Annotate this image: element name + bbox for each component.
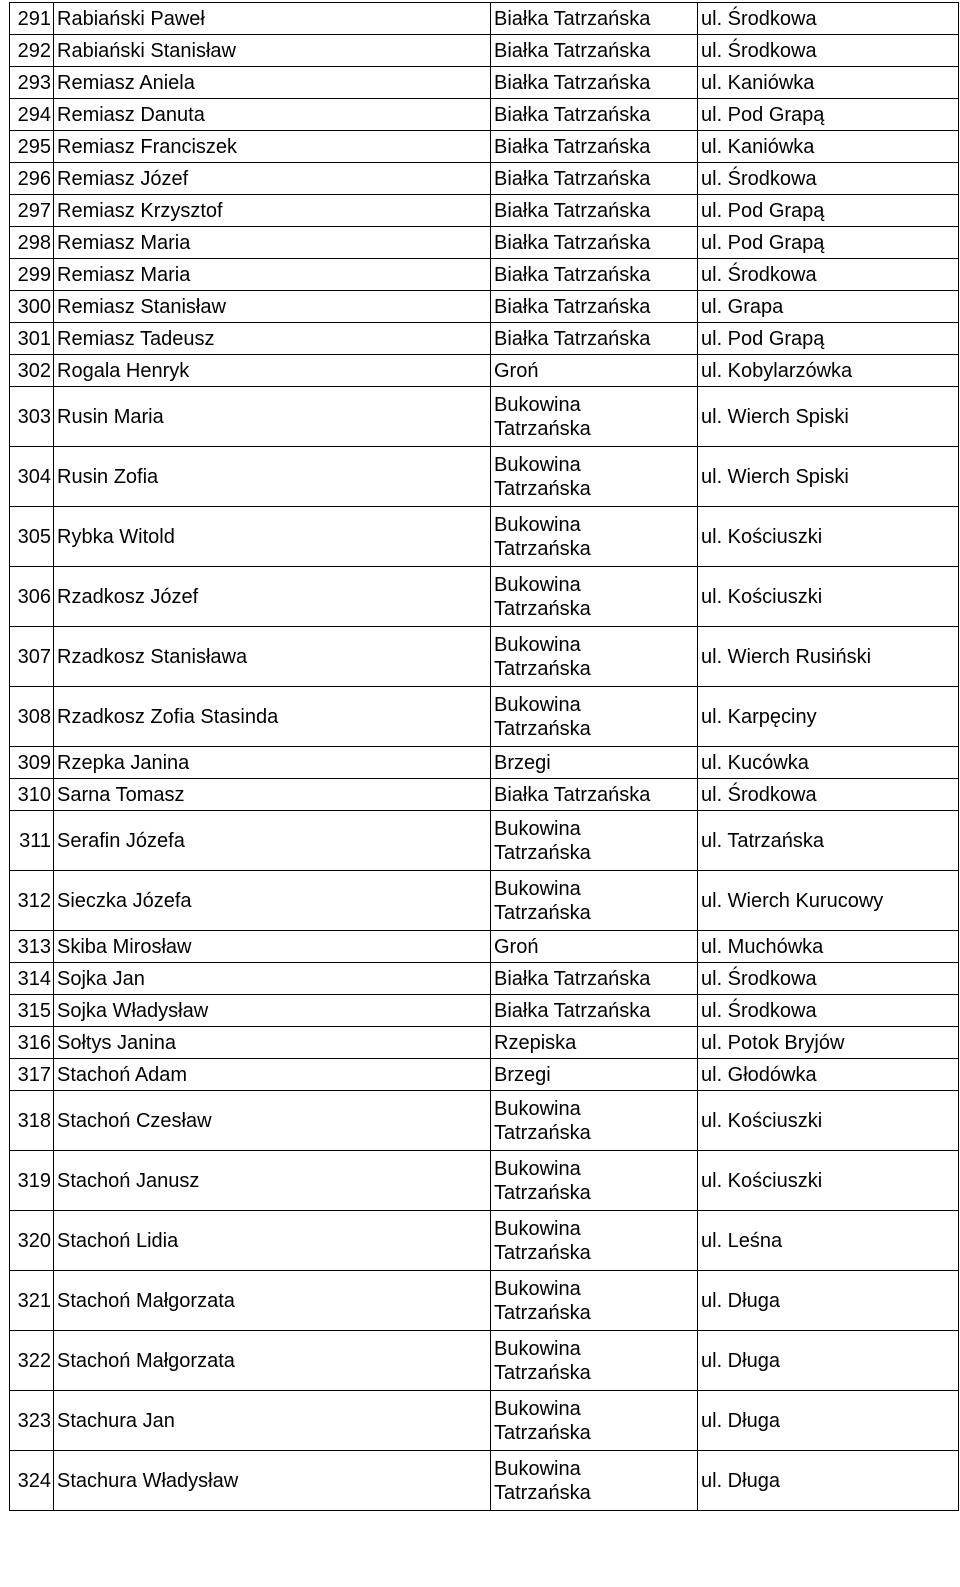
street-name: ul. Grapa: [698, 291, 959, 323]
row-number: 311: [10, 811, 54, 871]
town-name: Bukowina: [494, 1217, 581, 1240]
street-name: ul. Długa: [698, 1271, 959, 1331]
table-row: [10, 163, 959, 195]
street-name: ul. Pod Grapą: [698, 323, 959, 355]
row-number: 319: [10, 1151, 54, 1211]
row-number: 293: [10, 67, 54, 99]
town-name-line2: Tatrzańska: [494, 1361, 591, 1384]
registry-table-body: [10, 3, 959, 1511]
town-name: Białka Tatrzańska: [494, 167, 651, 190]
row-number: 302: [10, 355, 54, 387]
person-name: Rusin Maria: [54, 387, 491, 447]
town-name: Bukowina: [494, 513, 581, 536]
table-row: [10, 931, 959, 963]
table-row: [10, 1211, 959, 1271]
town-name: Bukowina: [494, 693, 581, 716]
person-name: Stachoń Małgorzata: [54, 1271, 491, 1331]
town-name: Białka Tatrzańska: [494, 967, 651, 990]
person-name: Stachoń Janusz: [54, 1151, 491, 1211]
town-cell: [491, 995, 698, 1027]
town-name-line2: Tatrzańska: [494, 1121, 591, 1144]
table-row: [10, 1059, 959, 1091]
table-row: [10, 195, 959, 227]
town-cell: [491, 323, 698, 355]
person-name: Remiasz Tadeusz: [54, 323, 491, 355]
town-cell: [491, 1091, 698, 1151]
street-name: ul. Kościuszki: [698, 567, 959, 627]
street-name: ul. Środkowa: [698, 995, 959, 1027]
table-row: [10, 963, 959, 995]
row-number: 306: [10, 567, 54, 627]
person-name: Rabiański Paweł: [54, 3, 491, 35]
town-cell: [491, 747, 698, 779]
person-name: Remiasz Józef: [54, 163, 491, 195]
town-name: Białka Tatrzańska: [494, 103, 651, 126]
street-name: ul. Środkowa: [698, 3, 959, 35]
town-name: Bukowina: [494, 877, 581, 900]
row-number: 316: [10, 1027, 54, 1059]
table-row: [10, 387, 959, 447]
town-name-line2: Tatrzańska: [494, 1481, 591, 1504]
town-cell: [491, 687, 698, 747]
table-row: [10, 567, 959, 627]
table-row: [10, 871, 959, 931]
town-name-line2: Tatrzańska: [494, 1301, 591, 1324]
street-name: ul. Kaniówka: [698, 131, 959, 163]
row-number: 301: [10, 323, 54, 355]
town-cell: [491, 1027, 698, 1059]
town-cell: [491, 1391, 698, 1451]
table-row: [10, 687, 959, 747]
row-number: 322: [10, 1331, 54, 1391]
row-number: 296: [10, 163, 54, 195]
street-name: ul. Potok Bryjów: [698, 1027, 959, 1059]
town-name: Groń: [494, 935, 539, 958]
row-number: 308: [10, 687, 54, 747]
row-number: 291: [10, 3, 54, 35]
town-name-line2: Tatrzańska: [494, 1421, 591, 1444]
table-row: [10, 747, 959, 779]
person-name: Stachura Jan: [54, 1391, 491, 1451]
row-number: 315: [10, 995, 54, 1027]
table-row: [10, 67, 959, 99]
person-name: Remiasz Maria: [54, 227, 491, 259]
person-name: Serafin Józefa: [54, 811, 491, 871]
person-name: Sołtys Janina: [54, 1027, 491, 1059]
person-name: Stachoń Lidia: [54, 1211, 491, 1271]
town-cell: [491, 779, 698, 811]
row-number: 307: [10, 627, 54, 687]
town-name: Białka Tatrzańska: [494, 71, 651, 94]
town-cell: [491, 1211, 698, 1271]
town-name: Brzegi: [494, 1063, 551, 1086]
street-name: ul. Kobylarzówka: [698, 355, 959, 387]
person-name: Rzadkosz Zofia Stasinda: [54, 687, 491, 747]
street-name: ul. Tatrzańska: [698, 811, 959, 871]
town-name-line2: Tatrzańska: [494, 477, 591, 500]
row-number: 292: [10, 35, 54, 67]
row-number: 304: [10, 447, 54, 507]
street-name: ul. Kościuszki: [698, 507, 959, 567]
town-name-line2: Tatrzańska: [494, 901, 591, 924]
town-cell: [491, 131, 698, 163]
table-row: [10, 627, 959, 687]
town-cell: [491, 259, 698, 291]
street-name: ul. Wierch Rusiński: [698, 627, 959, 687]
town-name: Bukowina: [494, 453, 581, 476]
street-name: ul. Wierch Kurucowy: [698, 871, 959, 931]
town-cell: [491, 963, 698, 995]
town-name: Brzegi: [494, 751, 551, 774]
row-number: 309: [10, 747, 54, 779]
town-name: Białka Tatrzańska: [494, 135, 651, 158]
street-name: ul. Kościuszki: [698, 1091, 959, 1151]
table-row: [10, 779, 959, 811]
town-cell: [491, 3, 698, 35]
street-name: ul. Kościuszki: [698, 1151, 959, 1211]
street-name: ul. Kaniówka: [698, 67, 959, 99]
town-name: Rzepiska: [494, 1031, 577, 1054]
row-number: 312: [10, 871, 54, 931]
town-name-line2: Tatrzańska: [494, 841, 591, 864]
street-name: ul. Środkowa: [698, 963, 959, 995]
town-name: Bukowina: [494, 817, 581, 840]
table-row: [10, 811, 959, 871]
table-row: [10, 227, 959, 259]
town-cell: [491, 931, 698, 963]
row-number: 317: [10, 1059, 54, 1091]
town-cell: [491, 291, 698, 323]
table-row: [10, 323, 959, 355]
street-name: ul. Środkowa: [698, 163, 959, 195]
person-name: Stachoń Adam: [54, 1059, 491, 1091]
person-name: Stachoń Czesław: [54, 1091, 491, 1151]
person-name: Remiasz Stanisław: [54, 291, 491, 323]
table-row: [10, 1391, 959, 1451]
person-name: Rabiański Stanisław: [54, 35, 491, 67]
table-row: [10, 355, 959, 387]
street-name: ul. Wierch Spiski: [698, 447, 959, 507]
table-row: [10, 507, 959, 567]
street-name: ul. Głodówka: [698, 1059, 959, 1091]
town-name: Białka Tatrzańska: [494, 999, 651, 1022]
table-row: [10, 3, 959, 35]
town-name: Bukowina: [494, 1157, 581, 1180]
town-name: Groń: [494, 359, 539, 382]
street-name: ul. Leśna: [698, 1211, 959, 1271]
person-name: Remiasz Aniela: [54, 67, 491, 99]
table-row: [10, 291, 959, 323]
row-number: 298: [10, 227, 54, 259]
town-name: Białka Tatrzańska: [494, 295, 651, 318]
street-name: ul. Karpęciny: [698, 687, 959, 747]
street-name: ul. Muchówka: [698, 931, 959, 963]
town-name: Bukowina: [494, 1337, 581, 1360]
street-name: ul. Pod Grapą: [698, 227, 959, 259]
town-cell: [491, 355, 698, 387]
person-name: Stachura Władysław: [54, 1451, 491, 1511]
town-cell: [491, 447, 698, 507]
row-number: 299: [10, 259, 54, 291]
town-name-line2: Tatrzańska: [494, 1241, 591, 1264]
town-cell: [491, 1271, 698, 1331]
town-cell: [491, 1059, 698, 1091]
street-name: ul. Długa: [698, 1331, 959, 1391]
person-name: Rzepka Janina: [54, 747, 491, 779]
person-name: Rybka Witold: [54, 507, 491, 567]
town-name-line2: Tatrzańska: [494, 537, 591, 560]
row-number: 303: [10, 387, 54, 447]
row-number: 321: [10, 1271, 54, 1331]
table-row: [10, 447, 959, 507]
person-name: Sieczka Józefa: [54, 871, 491, 931]
town-cell: [491, 507, 698, 567]
person-name: Sojka Jan: [54, 963, 491, 995]
town-cell: [491, 567, 698, 627]
town-name: Bukowina: [494, 1277, 581, 1300]
row-number: 294: [10, 99, 54, 131]
row-number: 310: [10, 779, 54, 811]
person-name: Sarna Tomasz: [54, 779, 491, 811]
table-row: [10, 1451, 959, 1511]
row-number: 320: [10, 1211, 54, 1271]
table-row: [10, 131, 959, 163]
table-row: [10, 1027, 959, 1059]
person-name: Remiasz Maria: [54, 259, 491, 291]
town-name: Białka Tatrzańska: [494, 783, 651, 806]
table-row: [10, 99, 959, 131]
town-cell: [491, 163, 698, 195]
row-number: 297: [10, 195, 54, 227]
town-cell: [491, 227, 698, 259]
table-row: [10, 1091, 959, 1151]
person-name: Remiasz Franciszek: [54, 131, 491, 163]
street-name: ul. Środkowa: [698, 779, 959, 811]
table-row: [10, 1151, 959, 1211]
row-number: 313: [10, 931, 54, 963]
town-name: Białka Tatrzańska: [494, 7, 651, 30]
table-row: [10, 1271, 959, 1331]
street-name: ul. Środkowa: [698, 259, 959, 291]
town-name-line2: Tatrzańska: [494, 1181, 591, 1204]
table-row: [10, 995, 959, 1027]
person-name: Stachoń Małgorzata: [54, 1331, 491, 1391]
town-name: Bukowina: [494, 1097, 581, 1120]
table-row: [10, 35, 959, 67]
town-name: Bukowina: [494, 1457, 581, 1480]
town-name: Białka Tatrzańska: [494, 231, 651, 254]
person-name: Rusin Zofia: [54, 447, 491, 507]
person-name: Remiasz Danuta: [54, 99, 491, 131]
town-name-line2: Tatrzańska: [494, 717, 591, 740]
town-name: Białka Tatrzańska: [494, 39, 651, 62]
person-name: Rzadkosz Stanisława: [54, 627, 491, 687]
person-name: Sojka Władysław: [54, 995, 491, 1027]
town-cell: [491, 99, 698, 131]
town-name: Bukowina: [494, 633, 581, 656]
street-name: ul. Długa: [698, 1451, 959, 1511]
town-cell: [491, 35, 698, 67]
registry-table: [9, 2, 959, 1511]
town-cell: [491, 1451, 698, 1511]
row-number: 323: [10, 1391, 54, 1451]
town-name: Białka Tatrzańska: [494, 199, 651, 222]
street-name: ul. Pod Grapą: [698, 195, 959, 227]
town-cell: [491, 811, 698, 871]
person-name: Rogala Henryk: [54, 355, 491, 387]
town-name: Bukowina: [494, 1397, 581, 1420]
table-row: [10, 259, 959, 291]
town-cell: [491, 195, 698, 227]
town-name-line2: Tatrzańska: [494, 657, 591, 680]
row-number: 314: [10, 963, 54, 995]
street-name: ul. Długa: [698, 1391, 959, 1451]
person-name: Rzadkosz Józef: [54, 567, 491, 627]
person-name: Skiba Mirosław: [54, 931, 491, 963]
town-cell: [491, 67, 698, 99]
row-number: 324: [10, 1451, 54, 1511]
town-name-line2: Tatrzańska: [494, 417, 591, 440]
town-cell: [491, 627, 698, 687]
person-name: Remiasz Krzysztof: [54, 195, 491, 227]
town-name: Bukowina: [494, 393, 581, 416]
street-name: ul. Wierch Spiski: [698, 387, 959, 447]
street-name: ul. Środkowa: [698, 35, 959, 67]
town-cell: [491, 387, 698, 447]
row-number: 295: [10, 131, 54, 163]
town-cell: [491, 871, 698, 931]
street-name: ul. Pod Grapą: [698, 99, 959, 131]
town-name: Białka Tatrzańska: [494, 327, 651, 350]
street-name: ul. Kucówka: [698, 747, 959, 779]
town-cell: [491, 1151, 698, 1211]
row-number: 305: [10, 507, 54, 567]
town-name-line2: Tatrzańska: [494, 597, 591, 620]
town-name: Białka Tatrzańska: [494, 263, 651, 286]
town-cell: [491, 1331, 698, 1391]
town-name: Bukowina: [494, 573, 581, 596]
row-number: 318: [10, 1091, 54, 1151]
table-row: [10, 1331, 959, 1391]
row-number: 300: [10, 291, 54, 323]
